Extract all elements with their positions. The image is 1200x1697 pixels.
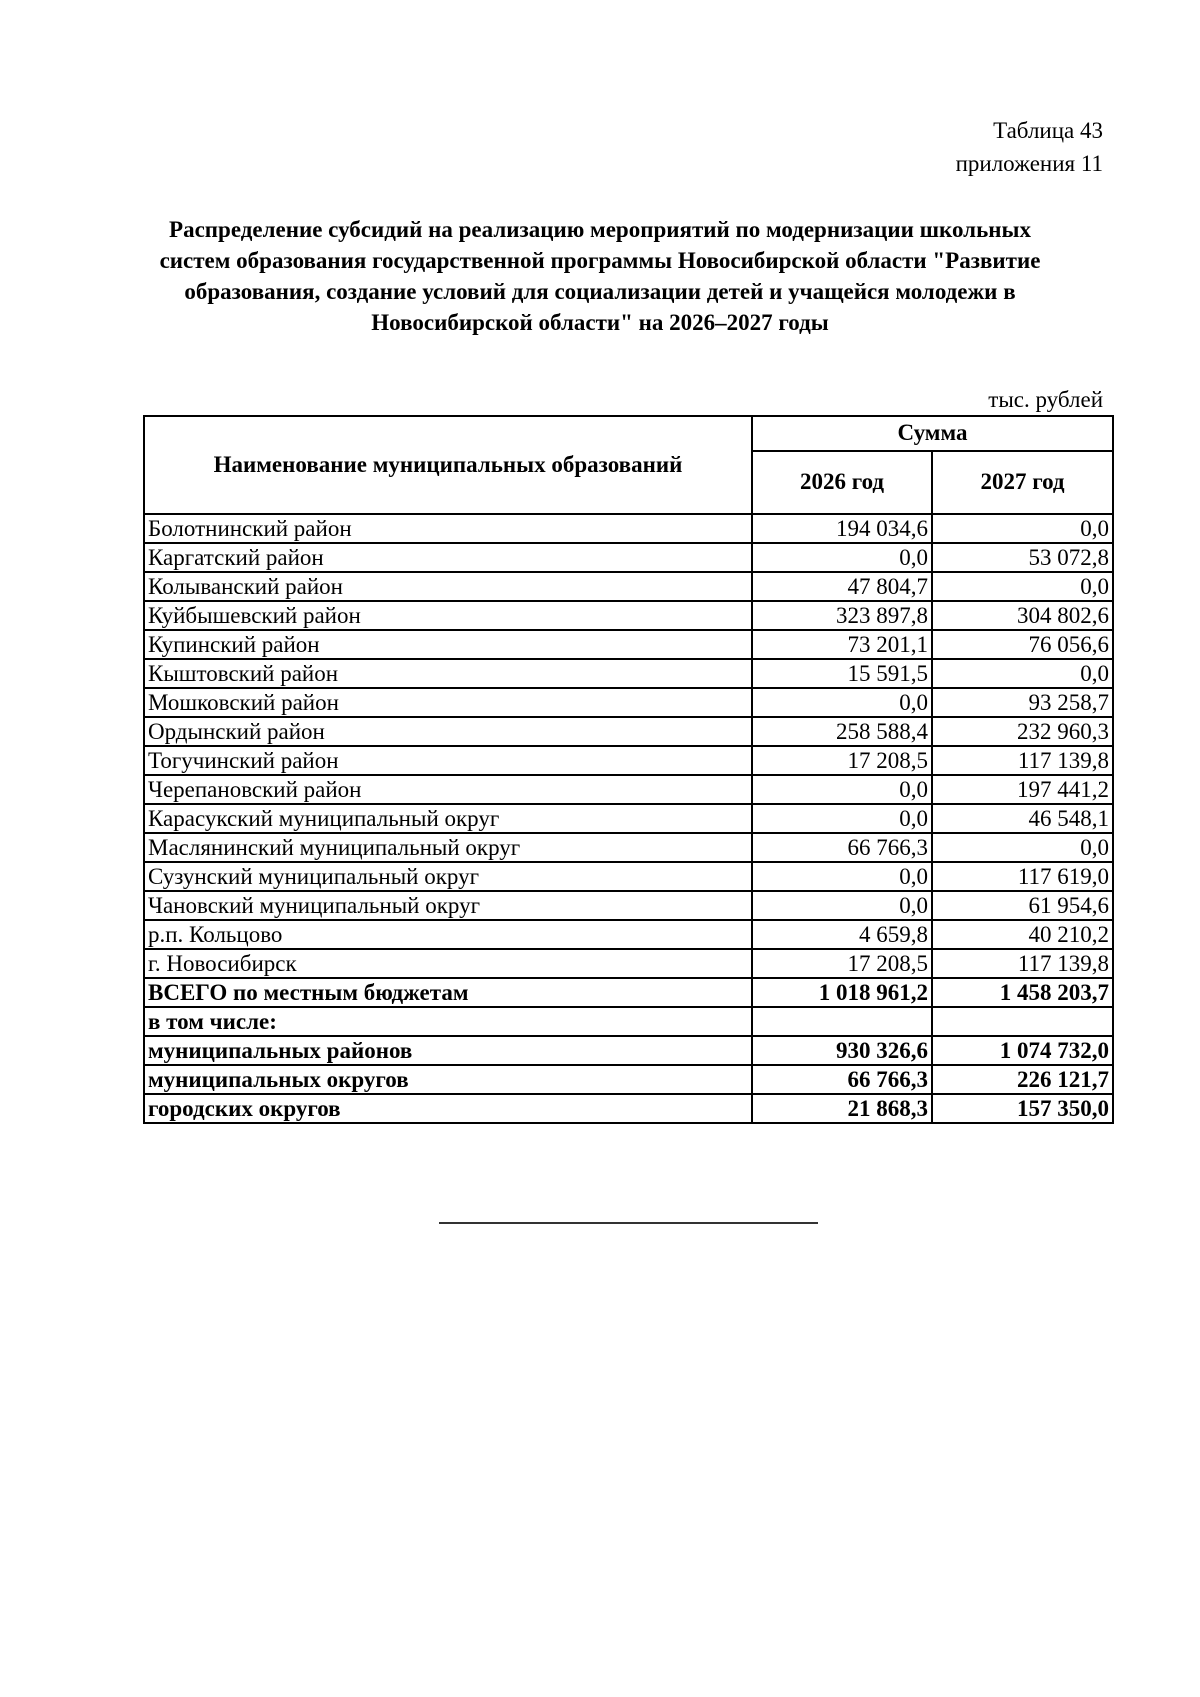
appendix-number: приложения 11: [955, 151, 1103, 176]
cell-2026: 930 326,6: [752, 1036, 932, 1065]
cell-2027: 197 441,2: [932, 775, 1113, 804]
cell-municipality: Колыванский район: [144, 572, 752, 601]
cell-2026: 0,0: [752, 862, 932, 891]
table-row: [144, 717, 1113, 746]
cell-2027: 117 139,8: [932, 949, 1113, 978]
cell-municipality: городских округов: [144, 1094, 752, 1123]
cell-municipality: ВСЕГО по местным бюджетам: [144, 978, 752, 1007]
cell-2026: 47 804,7: [752, 572, 932, 601]
header-municipality: Наименование муниципальных образований: [144, 416, 752, 514]
cell-municipality: Сузунский муниципальный округ: [144, 862, 752, 891]
cell-2026: 194 034,6: [752, 514, 932, 543]
cell-municipality: Маслянинский муниципальный округ: [144, 833, 752, 862]
units-label: тыс. рублей: [988, 387, 1103, 412]
total-row: [144, 1036, 1113, 1065]
header-2027: 2027 год: [932, 451, 1113, 514]
cell-2026: 15 591,5: [752, 659, 932, 688]
total-row: [144, 1094, 1113, 1123]
table-row: [144, 746, 1113, 775]
table-row: [144, 891, 1113, 920]
cell-municipality: Болотнинский район: [144, 514, 752, 543]
table-number: Таблица 43: [993, 118, 1103, 143]
cell-2027: [932, 1007, 1113, 1036]
header-sum: Сумма: [752, 416, 1113, 451]
cell-2027: 117 619,0: [932, 862, 1113, 891]
cell-2027: 226 121,7: [932, 1065, 1113, 1094]
cell-2027: 0,0: [932, 833, 1113, 862]
table-row: [144, 543, 1113, 572]
cell-2027: 46 548,1: [932, 804, 1113, 833]
cell-2027: 1 074 732,0: [932, 1036, 1113, 1065]
cell-2027: 117 139,8: [932, 746, 1113, 775]
cell-municipality: Черепановский район: [144, 775, 752, 804]
cell-municipality: Купинский район: [144, 630, 752, 659]
table-row: [144, 920, 1113, 949]
cell-2026: 66 766,3: [752, 1065, 932, 1094]
cell-2026: 0,0: [752, 543, 932, 572]
cell-2027: 93 258,7: [932, 688, 1113, 717]
cell-2026: 17 208,5: [752, 746, 932, 775]
cell-municipality: муниципальных округов: [144, 1065, 752, 1094]
table-body: [144, 514, 1113, 1123]
cell-2027: 157 350,0: [932, 1094, 1113, 1123]
cell-municipality: Карасукский муниципальный округ: [144, 804, 752, 833]
cell-2027: 0,0: [932, 514, 1113, 543]
cell-2026: 17 208,5: [752, 949, 932, 978]
table-row: [144, 833, 1113, 862]
cell-municipality: Кыштовский район: [144, 659, 752, 688]
table-reference: [956, 114, 1103, 180]
cell-2026: 21 868,3: [752, 1094, 932, 1123]
cell-2026: 66 766,3: [752, 833, 932, 862]
cell-municipality: р.п. Кольцово: [144, 920, 752, 949]
cell-2027: 304 802,6: [932, 601, 1113, 630]
cell-2026: 0,0: [752, 804, 932, 833]
cell-2026: 0,0: [752, 775, 932, 804]
cell-municipality: Тогучинский район: [144, 746, 752, 775]
cell-2027: 0,0: [932, 572, 1113, 601]
table-row: [144, 775, 1113, 804]
cell-2027: 0,0: [932, 659, 1113, 688]
cell-2026: 258 588,4: [752, 717, 932, 746]
table-row: [144, 659, 1113, 688]
cell-2026: 1 018 961,2: [752, 978, 932, 1007]
cell-2027: 40 210,2: [932, 920, 1113, 949]
cell-municipality: г. Новосибирск: [144, 949, 752, 978]
cell-2027: 232 960,3: [932, 717, 1113, 746]
cell-2026: 0,0: [752, 891, 932, 920]
table-row: [144, 804, 1113, 833]
table-row: [144, 688, 1113, 717]
bottom-divider: [439, 1222, 818, 1224]
cell-municipality: в том числе:: [144, 1007, 752, 1036]
cell-municipality: Куйбышевский район: [144, 601, 752, 630]
cell-2027: 53 072,8: [932, 543, 1113, 572]
cell-municipality: Ордынский район: [144, 717, 752, 746]
table-header: [144, 416, 1113, 514]
total-row: [144, 1007, 1113, 1036]
page-title: Распределение субсидий на реализацию мероприятий по модернизации школьных систем образования государственной программы Новосибирской области "Развитие образования, создание условий для социализации детей и учащейся молодежи в Новосибирской области" на 2026–2027 годы: [159, 217, 1041, 335]
cell-2027: 1 458 203,7: [932, 978, 1113, 1007]
cell-2026: [752, 1007, 932, 1036]
header-2026: 2026 год: [752, 451, 932, 514]
table-row: [144, 949, 1113, 978]
table-row: [144, 572, 1113, 601]
subsidy-table: [143, 415, 1114, 1124]
cell-2027: 76 056,6: [932, 630, 1113, 659]
table-row: [144, 862, 1113, 891]
total-row: [144, 978, 1113, 1007]
cell-municipality: Каргатский район: [144, 543, 752, 572]
table-row: [144, 630, 1113, 659]
cell-municipality: муниципальных районов: [144, 1036, 752, 1065]
table-row: [144, 514, 1113, 543]
total-row: [144, 1065, 1113, 1094]
cell-2026: 4 659,8: [752, 920, 932, 949]
cell-2026: 323 897,8: [752, 601, 932, 630]
cell-2026: 73 201,1: [752, 630, 932, 659]
cell-municipality: Чановский муниципальный округ: [144, 891, 752, 920]
cell-2027: 61 954,6: [932, 891, 1113, 920]
cell-2026: 0,0: [752, 688, 932, 717]
cell-municipality: Мошковский район: [144, 688, 752, 717]
table-row: [144, 601, 1113, 630]
